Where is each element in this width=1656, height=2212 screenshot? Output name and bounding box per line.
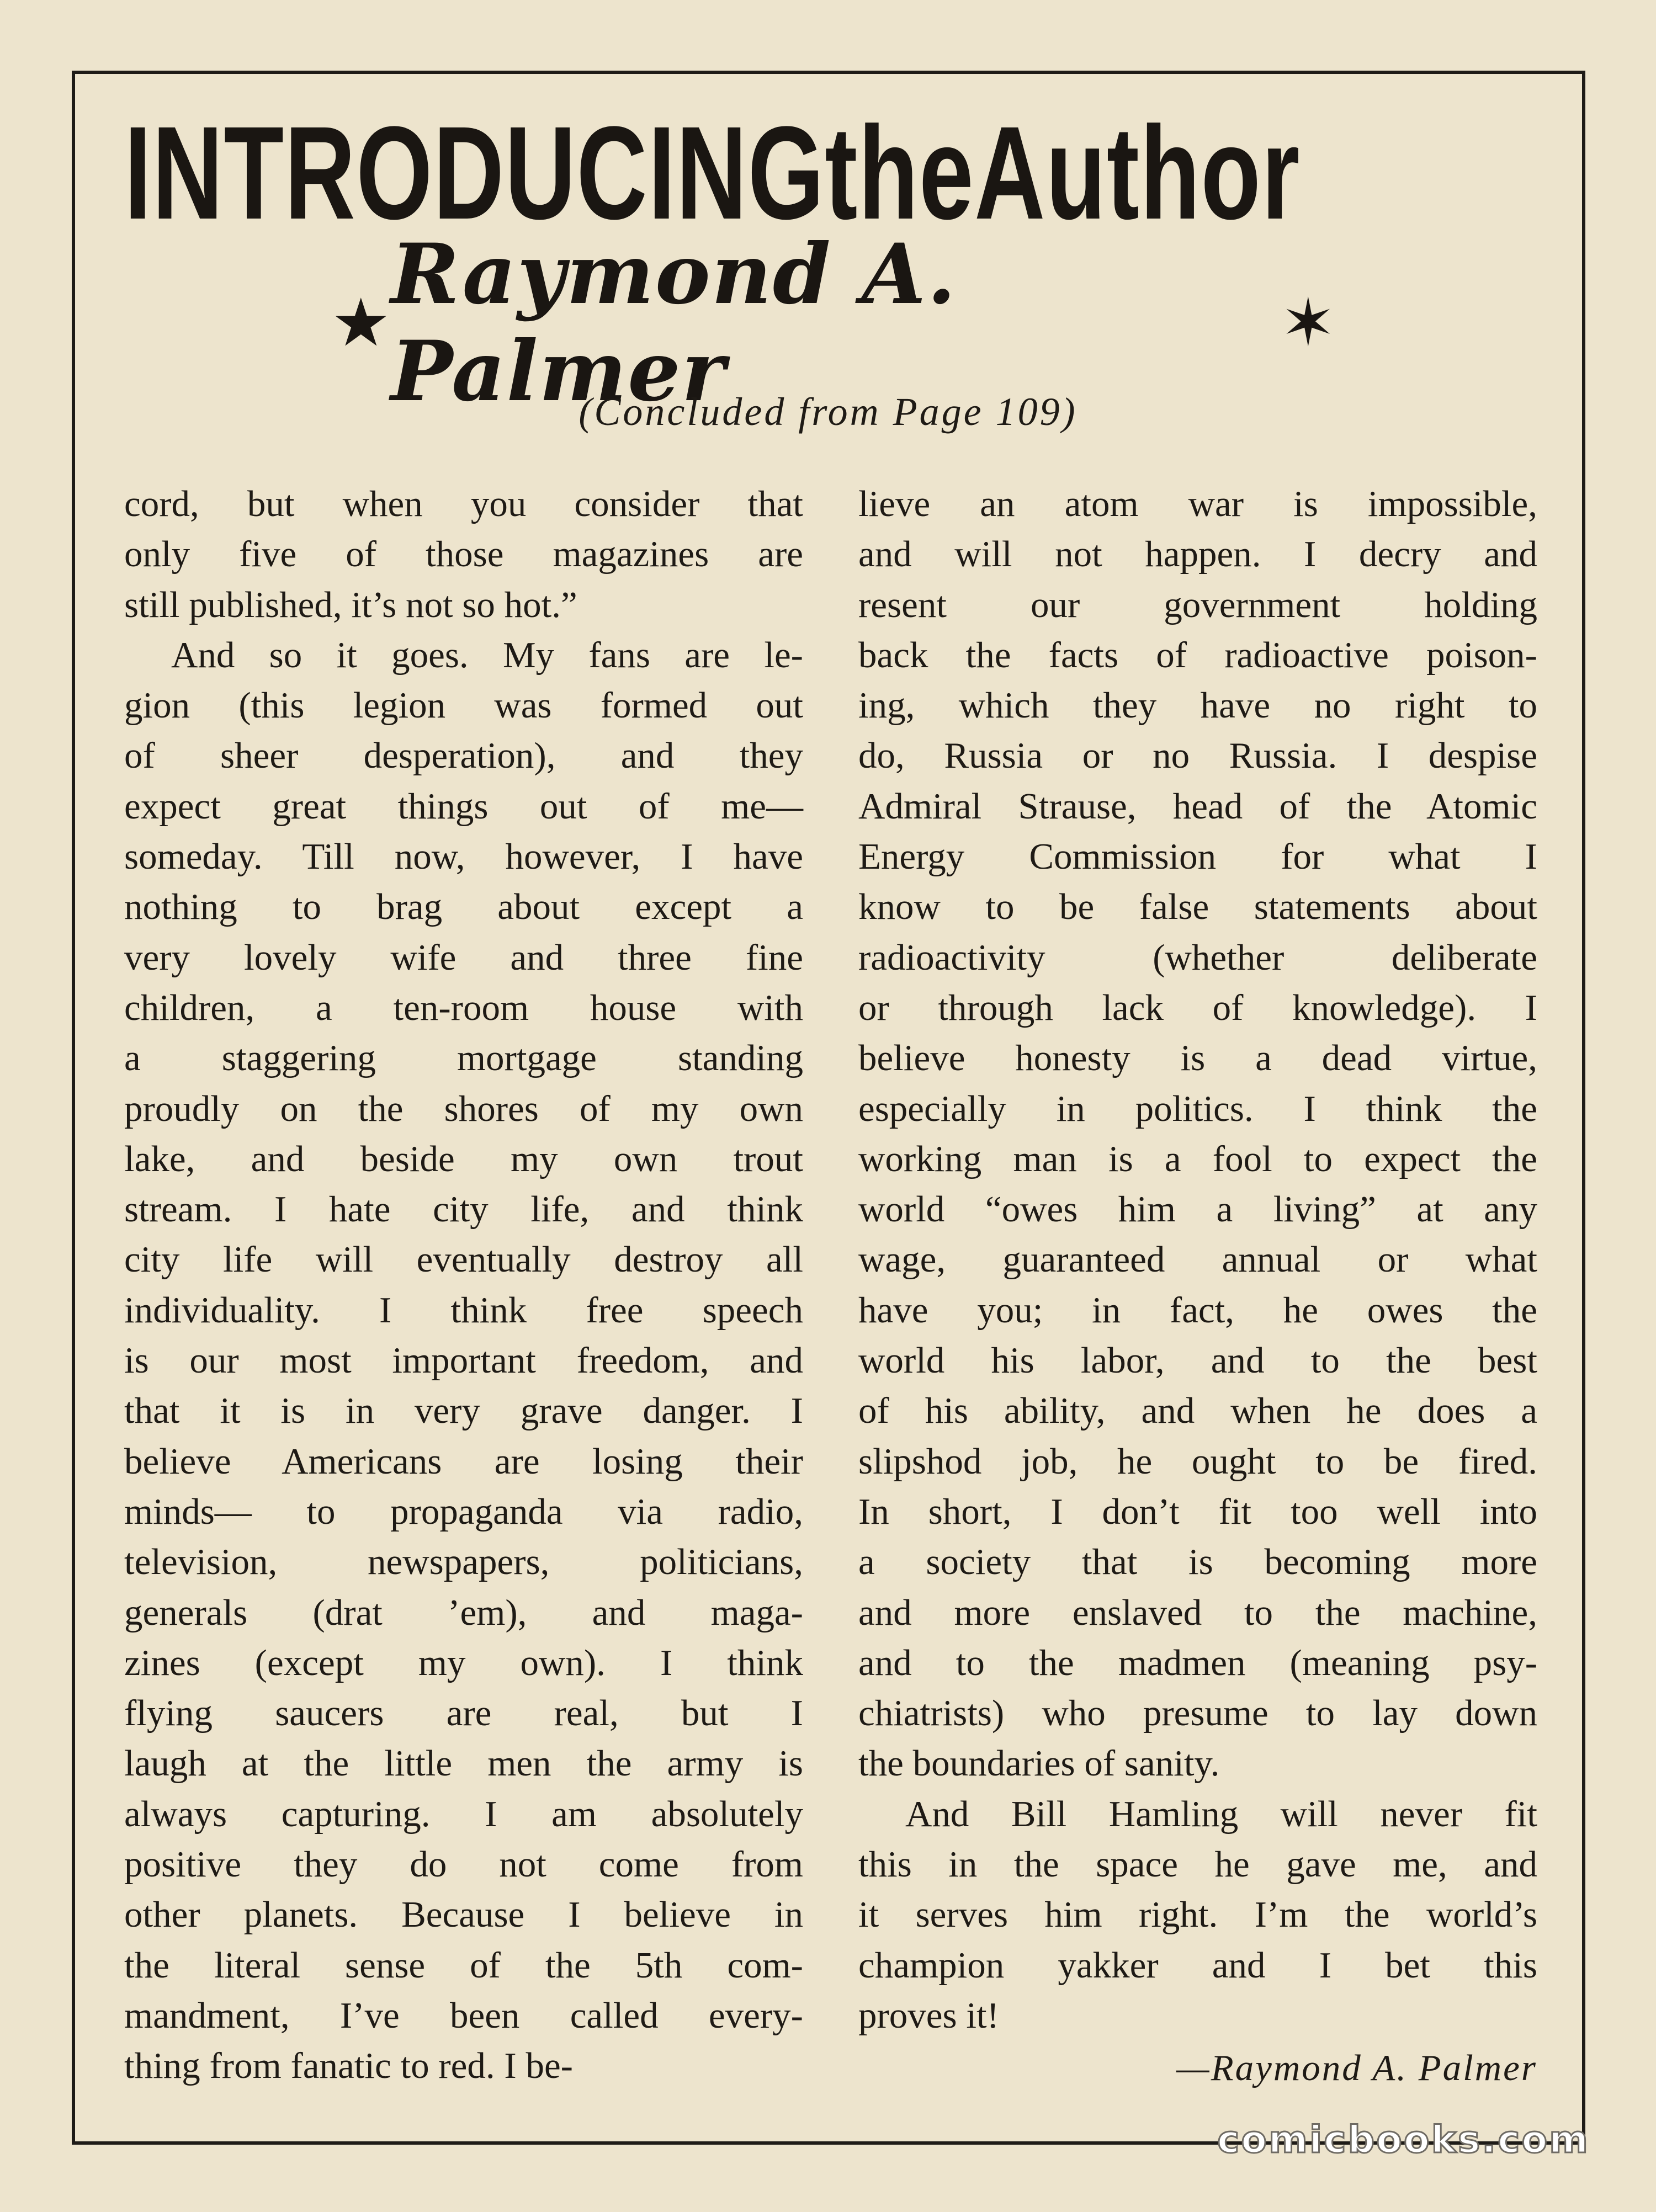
article-line: someday. Till now, however, I have bbox=[124, 836, 803, 878]
article-line: proves it! bbox=[858, 1995, 999, 2036]
article-line: resent our government holding bbox=[858, 584, 1537, 625]
article-line: lieve an atom war is impossible, bbox=[858, 483, 1537, 524]
article-line: city life will eventually destroy all bbox=[124, 1239, 803, 1280]
article-line: believe Americans are losing their bbox=[124, 1440, 803, 1482]
headline-word: INTRODUCING bbox=[124, 99, 825, 247]
article-left-column bbox=[124, 479, 803, 2092]
article-line: working man is a fool to expect the bbox=[858, 1138, 1537, 1179]
headline bbox=[124, 98, 1301, 247]
article-line: Admiral Strause, head of the Atomic bbox=[858, 785, 1537, 827]
article-line: radioactivity (whether deliberate bbox=[858, 937, 1537, 978]
article-line: ing, which they have no right to bbox=[858, 685, 1537, 726]
article-line: flying saucers are real, but I bbox=[124, 1693, 803, 1734]
article-line: gion (this legion was formed out bbox=[124, 685, 803, 726]
article-line: And so it goes. My fans are le- bbox=[171, 634, 803, 676]
article-line: children, a ten-room house with bbox=[124, 987, 803, 1028]
article-line: the literal sense of the 5th com- bbox=[124, 1944, 803, 1986]
article-line: expect great things out of me— bbox=[124, 785, 803, 827]
star-icon: ✶ bbox=[1280, 284, 1336, 361]
article-line: mandment, I’ve been called every- bbox=[124, 1995, 803, 2036]
article-line: the boundaries of sanity. bbox=[858, 1743, 1220, 1784]
article-line: minds— to propaganda via radio, bbox=[124, 1491, 803, 1532]
article-line: proudly on the shores of my own bbox=[124, 1088, 803, 1129]
byline-name: Raymond A. Palmer bbox=[390, 226, 957, 420]
article-line: especially in politics. I think the bbox=[858, 1088, 1537, 1129]
headline-word: Author bbox=[974, 99, 1301, 247]
article-line: In short, I don’t fit too well into bbox=[858, 1491, 1537, 1532]
article-line: it serves him right. I’m the world’s bbox=[858, 1894, 1537, 1936]
article-line: slipshod job, he ought to be fired. bbox=[858, 1440, 1537, 1482]
article-line: individuality. I think free speech bbox=[124, 1289, 803, 1331]
article-line: back the facts of radioactive poison- bbox=[858, 634, 1537, 676]
article-line: do, Russia or no Russia. I despise bbox=[858, 735, 1537, 777]
article-line: always capturing. I am absolutely bbox=[124, 1793, 803, 1835]
article-line: wage, guaranteed annual or what bbox=[858, 1239, 1537, 1280]
article-line: lake, and beside my own trout bbox=[124, 1138, 803, 1179]
article-line: generals (drat ’em), and maga- bbox=[124, 1592, 803, 1633]
article-line: thing from fanatic to red. I be- bbox=[124, 2045, 573, 2087]
star-icon: ★ bbox=[331, 284, 391, 361]
article-line: cord, but when you consider that bbox=[124, 483, 803, 524]
article-line: of sheer desperation), and they bbox=[124, 735, 803, 777]
article-line: or through lack of knowledge). I bbox=[858, 987, 1537, 1028]
watermark-logo: comicbooks.com bbox=[1217, 2118, 1590, 2162]
article-line: only five of those magazines are bbox=[124, 534, 803, 575]
article-line: a staggering mortgage standing bbox=[124, 1038, 803, 1079]
article-line: And Bill Hamling will never fit bbox=[905, 1793, 1537, 1835]
continuation-note: (Concluded from Page 109) bbox=[578, 390, 1078, 434]
article-line: positive they do not come from bbox=[124, 1844, 803, 1885]
article-line: still published, it’s not so hot.” bbox=[124, 584, 577, 625]
article-line: and more enslaved to the machine, bbox=[858, 1592, 1537, 1633]
article-line: of his ability, and when he does a bbox=[858, 1390, 1537, 1432]
article-line: a society that is becoming more bbox=[858, 1541, 1537, 1583]
article-line: and will not happen. I decry and bbox=[858, 534, 1537, 575]
article-line: television, newspapers, politicians, bbox=[124, 1541, 803, 1583]
article-line: champion yakker and I bet this bbox=[858, 1944, 1537, 1986]
article-line: have you; in fact, he owes the bbox=[858, 1289, 1537, 1331]
article-line: zines (except my own). I think bbox=[124, 1642, 803, 1683]
article-line: and to the madmen (meaning psy- bbox=[858, 1642, 1537, 1683]
signature: —Raymond A. Palmer bbox=[1176, 2048, 1537, 2089]
article-line: chiatrists) who presume to lay down bbox=[858, 1693, 1537, 1734]
article-line: laugh at the little men the army is bbox=[124, 1743, 803, 1784]
article-line: other planets. Because I believe in bbox=[124, 1894, 803, 1936]
article-right-column bbox=[858, 479, 1537, 2094]
article-line: Energy Commission for what I bbox=[858, 836, 1537, 878]
article-line: very lovely wife and three fine bbox=[124, 937, 803, 978]
headline-word: the bbox=[825, 99, 975, 247]
article-line: believe honesty is a dead virtue, bbox=[858, 1038, 1537, 1079]
article-line: stream. I hate city life, and think bbox=[124, 1189, 803, 1230]
article-line: is our most important freedom, and bbox=[124, 1340, 803, 1381]
article-line: that it is in very grave danger. I bbox=[124, 1390, 803, 1432]
article-line: world “owes him a living” at any bbox=[858, 1189, 1537, 1230]
article-line: know to be false statements about bbox=[858, 886, 1537, 928]
article-line: nothing to brag about except a bbox=[124, 886, 803, 928]
article-line: world his labor, and to the best bbox=[858, 1340, 1537, 1381]
article-line: this in the space he gave me, and bbox=[858, 1844, 1537, 1885]
